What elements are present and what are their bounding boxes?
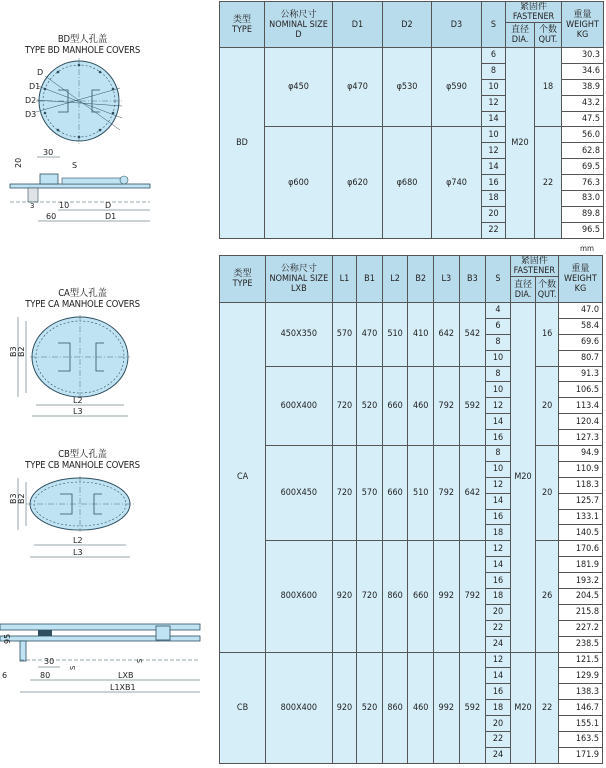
cab-qut-cell: 26 [536, 541, 559, 652]
cab-l1-cell: 920 [332, 541, 357, 652]
bd-qut-cell: 18 [535, 48, 562, 127]
bd-section-bolt [40, 174, 58, 184]
bd-dia-cell: M20 [506, 48, 535, 239]
cab-s-cell: 22 [486, 732, 511, 748]
cab-l2-cell: 860 [382, 541, 408, 652]
cab-qut-cell: 20 [536, 446, 559, 541]
cab-table-row [220, 303, 603, 319]
cab-size-cell: 600X450 [266, 446, 333, 541]
bd-s-cell: 12 [482, 95, 506, 111]
cab-weight-cell: 193.2 [558, 573, 602, 589]
bd-section-neck [28, 188, 38, 202]
bd-weight-cell: 43.2 [562, 95, 604, 111]
cab-dia-cell: M20 [510, 652, 536, 763]
bd-hdr-d2: D2 [383, 2, 432, 48]
cab-weight-cell: 91.3 [558, 366, 602, 382]
cab-hdr-weight: 重量 WEIGHT KG [558, 256, 602, 303]
bd-weight-cell: 69.5 [562, 159, 604, 175]
bd-weight-cell: 76.3 [562, 175, 604, 191]
bd-s-cell: 10 [482, 79, 506, 95]
bd-dim-60: 60 [46, 212, 57, 221]
cab-b2-cell: 660 [408, 541, 434, 652]
bd-size-cell: φ600 [265, 127, 333, 238]
bd-title-en: TYPE BD MANHOLE COVERS [24, 45, 141, 56]
cab-spec-table [219, 255, 603, 764]
cab-hdr-dia: 直径 DIA. [510, 277, 536, 303]
cab-l2-cell: 660 [382, 446, 408, 541]
cab-weight-cell: 69.6 [558, 334, 602, 350]
cab-s-cell: 14 [486, 493, 511, 509]
cab-hdr-fastener: 紧固件 FASTENER [510, 256, 558, 277]
bd-d3-cell: φ740 [432, 127, 482, 238]
bd-s-cell: 10 [482, 127, 506, 143]
bd-dim-s: S [72, 161, 78, 170]
cab-b2-cell: 460 [408, 366, 434, 445]
bd-dim-3: 3 [30, 202, 35, 210]
bd-table-row [220, 48, 604, 64]
cab-s-cell: 24 [486, 636, 511, 652]
cab-hdr-b2: B2 [408, 256, 434, 303]
bd-weight-cell: 47.5 [562, 111, 604, 127]
ca-dim-l3: L3 [73, 407, 83, 416]
bd-hdr-s: S [482, 2, 506, 48]
cab-section-bolt-left [38, 630, 52, 636]
cab-dim-l1xb1: L1XB1 [110, 683, 136, 692]
bd-label-d3: D3 [25, 110, 37, 119]
cab-b3-cell: 592 [459, 652, 486, 763]
bd-section-cover [62, 178, 122, 184]
cab-weight-cell: 227.2 [558, 620, 602, 636]
bd-weight-cell: 56.0 [562, 127, 604, 143]
cab-weight-cell: 118.3 [558, 477, 602, 493]
cb-dim-l2: L2 [73, 536, 83, 545]
bd-hdr-type: 类型 TYPE [220, 2, 265, 48]
cab-b3-cell: 792 [459, 541, 486, 652]
cab-weight-cell: 80.7 [558, 350, 602, 366]
cab-s-cell: 8 [486, 446, 511, 462]
cab-weight-cell: 94.9 [558, 446, 602, 462]
bd-label-d: D [37, 68, 44, 77]
cb-title-cn: CB型人孔盖 [58, 449, 107, 460]
cab-size-cell: 800X400 [266, 652, 333, 763]
bd-label-d1: D1 [29, 82, 41, 91]
cab-weight-cell: 170.6 [558, 541, 602, 557]
bd-d2-cell: φ530 [383, 48, 432, 127]
cab-weight-cell: 238.5 [558, 636, 602, 652]
cab-s-cell: 10 [486, 382, 511, 398]
cb-dim-l3: L3 [73, 548, 83, 557]
cab-s-cell: 12 [486, 652, 511, 668]
cab-weight-cell: 58.4 [558, 318, 602, 334]
bd-d1-cell: φ470 [333, 48, 383, 127]
bd-table-row [220, 127, 604, 143]
cab-s-cell: 18 [486, 589, 511, 605]
bd-section-plate [10, 184, 150, 188]
cab-l1-cell: 570 [332, 303, 357, 367]
cab-dim-s1: S [69, 665, 77, 670]
cab-dim-6: 6 [2, 671, 8, 680]
cab-hdr-b1: B1 [357, 256, 383, 303]
cab-s-cell: 6 [486, 318, 511, 334]
bd-s-cell: 12 [482, 143, 506, 159]
bd-hdr-nominal: 公称尺寸 NOMINAL SIZE D [265, 2, 333, 48]
cab-s-cell: 10 [486, 461, 511, 477]
bd-hdr-fastener: 紧固件 FASTENER [506, 2, 562, 23]
bd-s-cell: 14 [482, 159, 506, 175]
cab-b3-cell: 592 [459, 366, 486, 445]
ca-dim-b3: B3 [9, 346, 18, 357]
bd-s-cell: 6 [482, 48, 506, 64]
cab-s-cell: 14 [486, 668, 511, 684]
cab-s-cell: 16 [486, 573, 511, 589]
cab-type-cell: CB [220, 652, 266, 763]
cab-size-cell: 450X350 [266, 303, 333, 367]
cab-weight-cell: 181.9 [558, 557, 602, 573]
cb-dim-b2: B2 [17, 493, 26, 504]
cab-hdr-type: 类型 TYPE [220, 256, 266, 303]
cab-l1-cell: 720 [332, 366, 357, 445]
cab-hdr-l3: L3 [433, 256, 459, 303]
bd-drawing [0, 56, 165, 226]
cb-dim-b3: B3 [9, 493, 18, 504]
bd-weight-cell: 34.6 [562, 63, 604, 79]
bd-s-cell: 16 [482, 175, 506, 191]
bd-d1-cell: φ620 [333, 127, 383, 238]
cb-drawing [0, 476, 165, 562]
bd-weight-cell: 62.8 [562, 143, 604, 159]
bd-s-cell: 18 [482, 191, 506, 207]
cab-table-row [220, 652, 603, 668]
cab-s-cell: 16 [486, 684, 511, 700]
cab-dim-30: 30 [44, 657, 55, 666]
ca-title-cn: CA型人孔盖 [58, 288, 107, 299]
cab-hdr-b3: B3 [459, 256, 486, 303]
cab-l2-cell: 660 [382, 366, 408, 445]
cab-b3-cell: 642 [459, 446, 486, 541]
bd-dim-10: 10 [59, 201, 70, 210]
cab-weight-cell: 129.9 [558, 668, 602, 684]
cab-section-neck [20, 641, 26, 661]
cab-s-cell: 8 [486, 334, 511, 350]
cab-s-cell: 4 [486, 303, 511, 319]
cab-s-cell: 12 [486, 477, 511, 493]
bd-s-cell: 22 [482, 222, 506, 238]
cab-s-cell: 10 [486, 350, 511, 366]
cab-s-cell: 18 [486, 525, 511, 541]
cab-s-cell: 12 [486, 541, 511, 557]
cab-b1-cell: 570 [357, 446, 383, 541]
bd-weight-cell: 96.5 [562, 222, 604, 238]
cab-weight-cell: 163.5 [558, 732, 602, 748]
cab-weight-cell: 171.9 [558, 747, 602, 763]
cab-l3-cell: 792 [433, 366, 459, 445]
bd-title-cn: BD型人孔盖 [57, 34, 108, 45]
bd-d3-cell: φ590 [432, 48, 482, 127]
bd-d2-cell: φ680 [383, 127, 432, 238]
cab-dim-95: 95 [3, 633, 12, 644]
bd-weight-cell: 83.0 [562, 191, 604, 207]
bd-weight-cell: 30.3 [562, 48, 604, 64]
cab-qut-cell: 16 [536, 303, 559, 367]
bd-qut-cell: 22 [535, 127, 562, 238]
cab-table-row [220, 446, 603, 462]
bd-s-cell: 8 [482, 63, 506, 79]
bd-dim-30: 30 [43, 148, 54, 157]
cb-title-en: TYPE CB MANHOLE COVERS [25, 460, 140, 471]
cab-s-cell: 8 [486, 366, 511, 382]
ca-dim-b2: B2 [17, 346, 26, 357]
cab-weight-cell: 138.3 [558, 684, 602, 700]
cab-b1-cell: 520 [357, 366, 383, 445]
bd-hdr-d1: D1 [333, 2, 383, 48]
cab-weight-cell: 146.7 [558, 700, 602, 716]
cab-s-cell: 14 [486, 557, 511, 573]
bd-hdr-dia: 直径 DIA. [506, 23, 535, 48]
cab-b2-cell: 510 [408, 446, 434, 541]
cab-l1-cell: 720 [332, 446, 357, 541]
cab-weight-cell: 215.8 [558, 604, 602, 620]
bd-section-hinge [120, 176, 128, 184]
cab-l3-cell: 992 [433, 652, 459, 763]
cab-weight-cell: 204.5 [558, 589, 602, 605]
cab-hdr-qut: 个数 QUT. [536, 277, 559, 303]
bd-s-cell: 20 [482, 206, 506, 222]
cab-table-row [220, 366, 603, 382]
unit-label: mm [580, 244, 595, 253]
bd-hdr-weight: 重量 WEIGHT KG [562, 2, 604, 48]
bd-dim-20: 20 [14, 157, 23, 168]
cab-b1-cell: 520 [357, 652, 383, 763]
cab-weight-cell: 121.5 [558, 652, 602, 668]
cab-hdr-l1: L1 [332, 256, 357, 303]
cab-hdr-nominal: 公称尺寸 NOMINAL SIZE LXB [266, 256, 333, 303]
cab-size-cell: 600X400 [266, 366, 333, 445]
cab-l2-cell: 860 [382, 652, 408, 763]
ca-drawing [0, 315, 165, 420]
cab-weight-cell: 127.3 [558, 430, 602, 446]
cab-s-cell: 18 [486, 700, 511, 716]
cab-weight-cell: 155.1 [558, 716, 602, 732]
cab-section-drawing [0, 616, 205, 700]
cab-dia-cell: M20 [510, 303, 536, 653]
cab-size-cell: 800X600 [266, 541, 333, 652]
ca-title-en: TYPE CA MANHOLE COVERS [25, 299, 140, 310]
cab-weight-cell: 133.1 [558, 509, 602, 525]
cab-s-cell: 20 [486, 604, 511, 620]
cab-dim-lxb: LXB [118, 671, 134, 680]
bd-weight-cell: 38.9 [562, 79, 604, 95]
cab-type-cell: CA [220, 303, 266, 653]
cab-l3-cell: 642 [433, 303, 459, 367]
cab-l1-cell: 920 [332, 652, 357, 763]
cab-s-cell: 14 [486, 414, 511, 430]
cab-weight-cell: 106.5 [558, 382, 602, 398]
cab-weight-cell: 113.4 [558, 398, 602, 414]
cab-b1-cell: 470 [357, 303, 383, 367]
bd-weight-cell: 89.8 [562, 206, 604, 222]
cab-s-cell: 22 [486, 620, 511, 636]
cab-weight-cell: 47.0 [558, 303, 602, 319]
cab-l3-cell: 992 [433, 541, 459, 652]
cab-dim-s2: S [136, 658, 144, 663]
cab-l2-cell: 510 [382, 303, 408, 367]
bd-s-cell: 14 [482, 111, 506, 127]
cab-b1-cell: 720 [357, 541, 383, 652]
cab-section-bolt-right [156, 626, 170, 640]
cab-hdr-s: S [486, 256, 511, 303]
cab-s-cell: 16 [486, 430, 511, 446]
cab-s-cell: 16 [486, 509, 511, 525]
bd-label-d2: D2 [25, 96, 37, 105]
bd-type-cell: BD [220, 48, 265, 239]
cab-l3-cell: 792 [433, 446, 459, 541]
bd-size-cell: φ450 [265, 48, 333, 127]
ca-dim-l2: L2 [73, 396, 83, 405]
cab-table-row [220, 541, 603, 557]
bd-dim-D1: D1 [105, 212, 117, 221]
cab-qut-cell: 20 [536, 366, 559, 445]
bd-hdr-d3: D3 [432, 2, 482, 48]
cab-s-cell: 12 [486, 398, 511, 414]
bd-dim-D: D [105, 201, 112, 210]
cab-qut-cell: 22 [536, 652, 559, 763]
cab-dim-80: 80 [40, 671, 51, 680]
cab-b2-cell: 410 [408, 303, 434, 367]
cab-s-cell: 24 [486, 747, 511, 763]
cab-weight-cell: 110.9 [558, 461, 602, 477]
cab-weight-cell: 140.5 [558, 525, 602, 541]
bd-hdr-qut: 个数 QUT. [535, 23, 562, 48]
cab-hdr-l2: L2 [382, 256, 408, 303]
cab-weight-cell: 120.4 [558, 414, 602, 430]
cab-weight-cell: 125.7 [558, 493, 602, 509]
bd-spec-table [219, 1, 604, 239]
cab-b3-cell: 542 [459, 303, 486, 367]
cab-b2-cell: 460 [408, 652, 434, 763]
cab-s-cell: 20 [486, 716, 511, 732]
